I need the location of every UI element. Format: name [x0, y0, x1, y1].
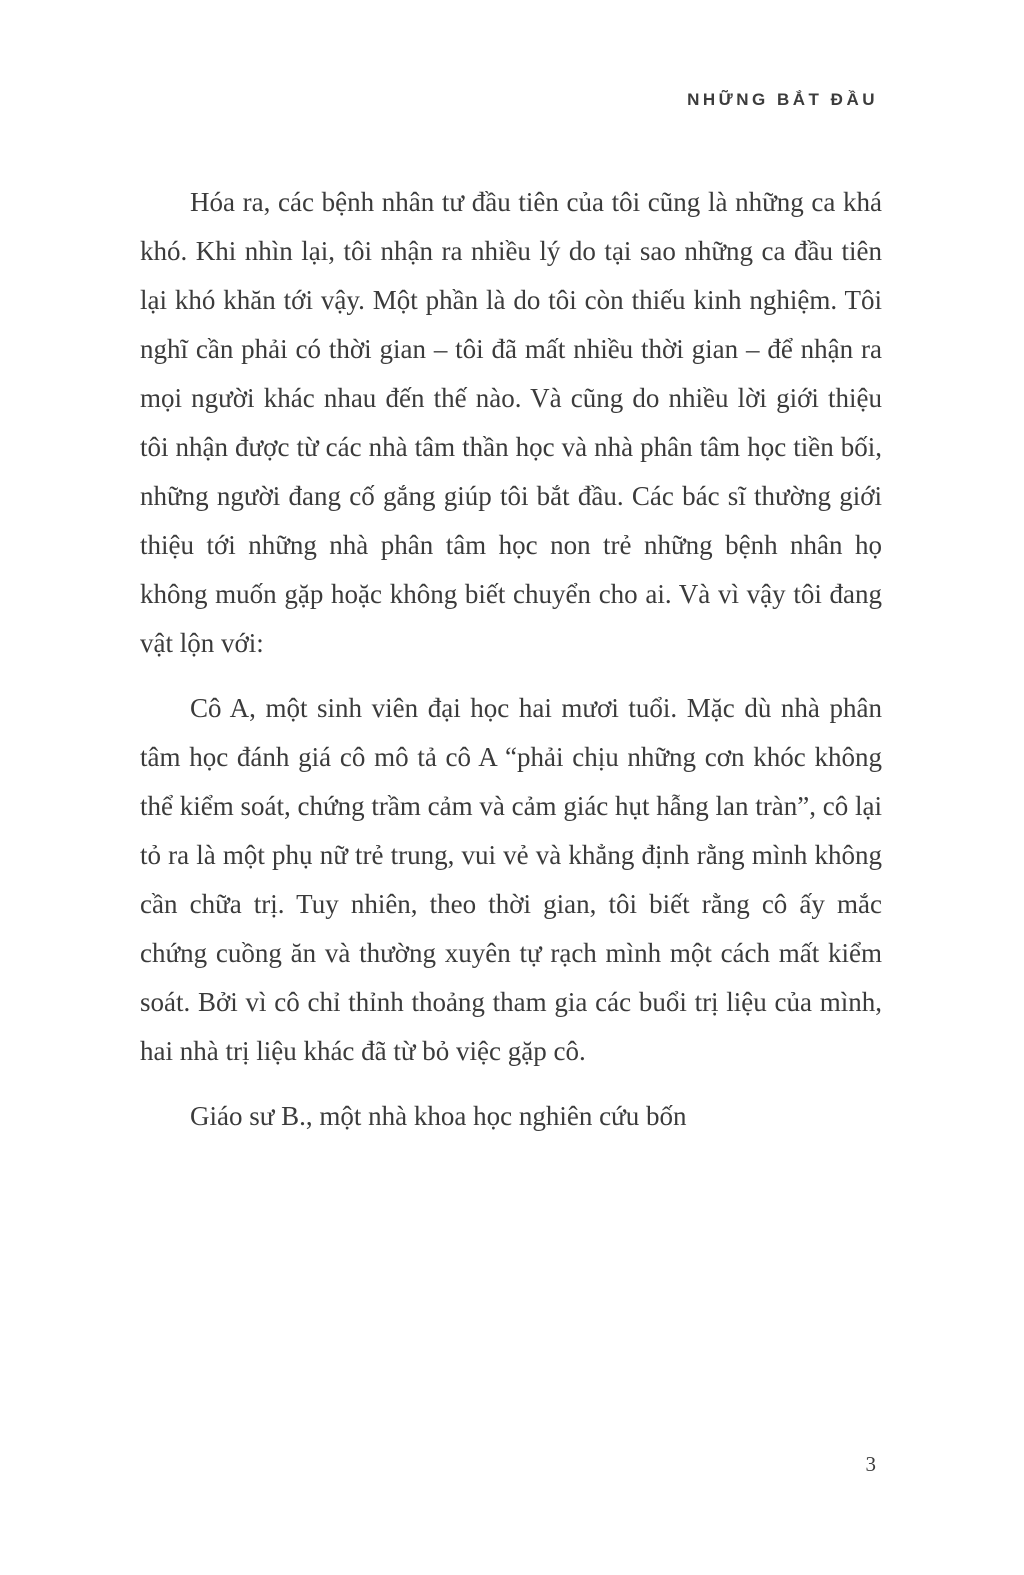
page-number: 3: [865, 1452, 876, 1476]
running-header: NHỮNG BẮT ĐẦU: [687, 90, 878, 109]
page-body: [140, 178, 882, 1157]
paragraph: Cô A, một sinh viên đại học hai mươi tuổi. Mặc dù nhà phân tâm học đánh giá cô mô tả cô A “phải chịu những cơn khóc không thể kiểm soát, chứng trầm cảm và cảm giác hụt hẫng lan tràn”, cô lại tỏ ra là một phụ nữ trẻ trung, vui vẻ và khẳng định rằng mình không cần chữa trị. Tuy nhiên, theo thời gian, tôi biết rằng cô ấy mắc chứng cuồng ăn và thường xuyên tự rạch mình một cách mất kiểm soát. Bởi vì cô chỉ thỉnh thoảng tham gia các buổi trị liệu của mình, hai nhà trị liệu khác đã từ bỏ việc gặp cô.: [140, 693, 882, 1066]
paragraph: Giáo sư B., một nhà khoa học nghiên cứu bốn: [190, 1101, 687, 1131]
paragraph: Hóa ra, các bệnh nhân tư đầu tiên của tôi cũng là những ca khá khó. Khi nhìn lại, tôi nhận ra nhiều lý do tại sao những ca đầu tiên lại khó khăn tới vậy. Một phần là do tôi còn thiếu kinh nghiệm. Tôi nghĩ cần phải có thời gian – tôi đã mất nhiều thời gian – để nhận ra mọi người khác nhau đến thế nào. Và cũng do nhiều lời giới thiệu tôi nhận được từ các nhà tâm thần học và nhà phân tâm học tiền bối, những người đang cố gắng giúp tôi bắt đầu. Các bác sĩ thường giới thiệu tới những nhà phân tâm học non trẻ những bệnh nhân họ không muốn gặp hoặc không biết chuyển cho ai. Và vì vậy tôi đang vật lộn với:: [140, 187, 882, 658]
